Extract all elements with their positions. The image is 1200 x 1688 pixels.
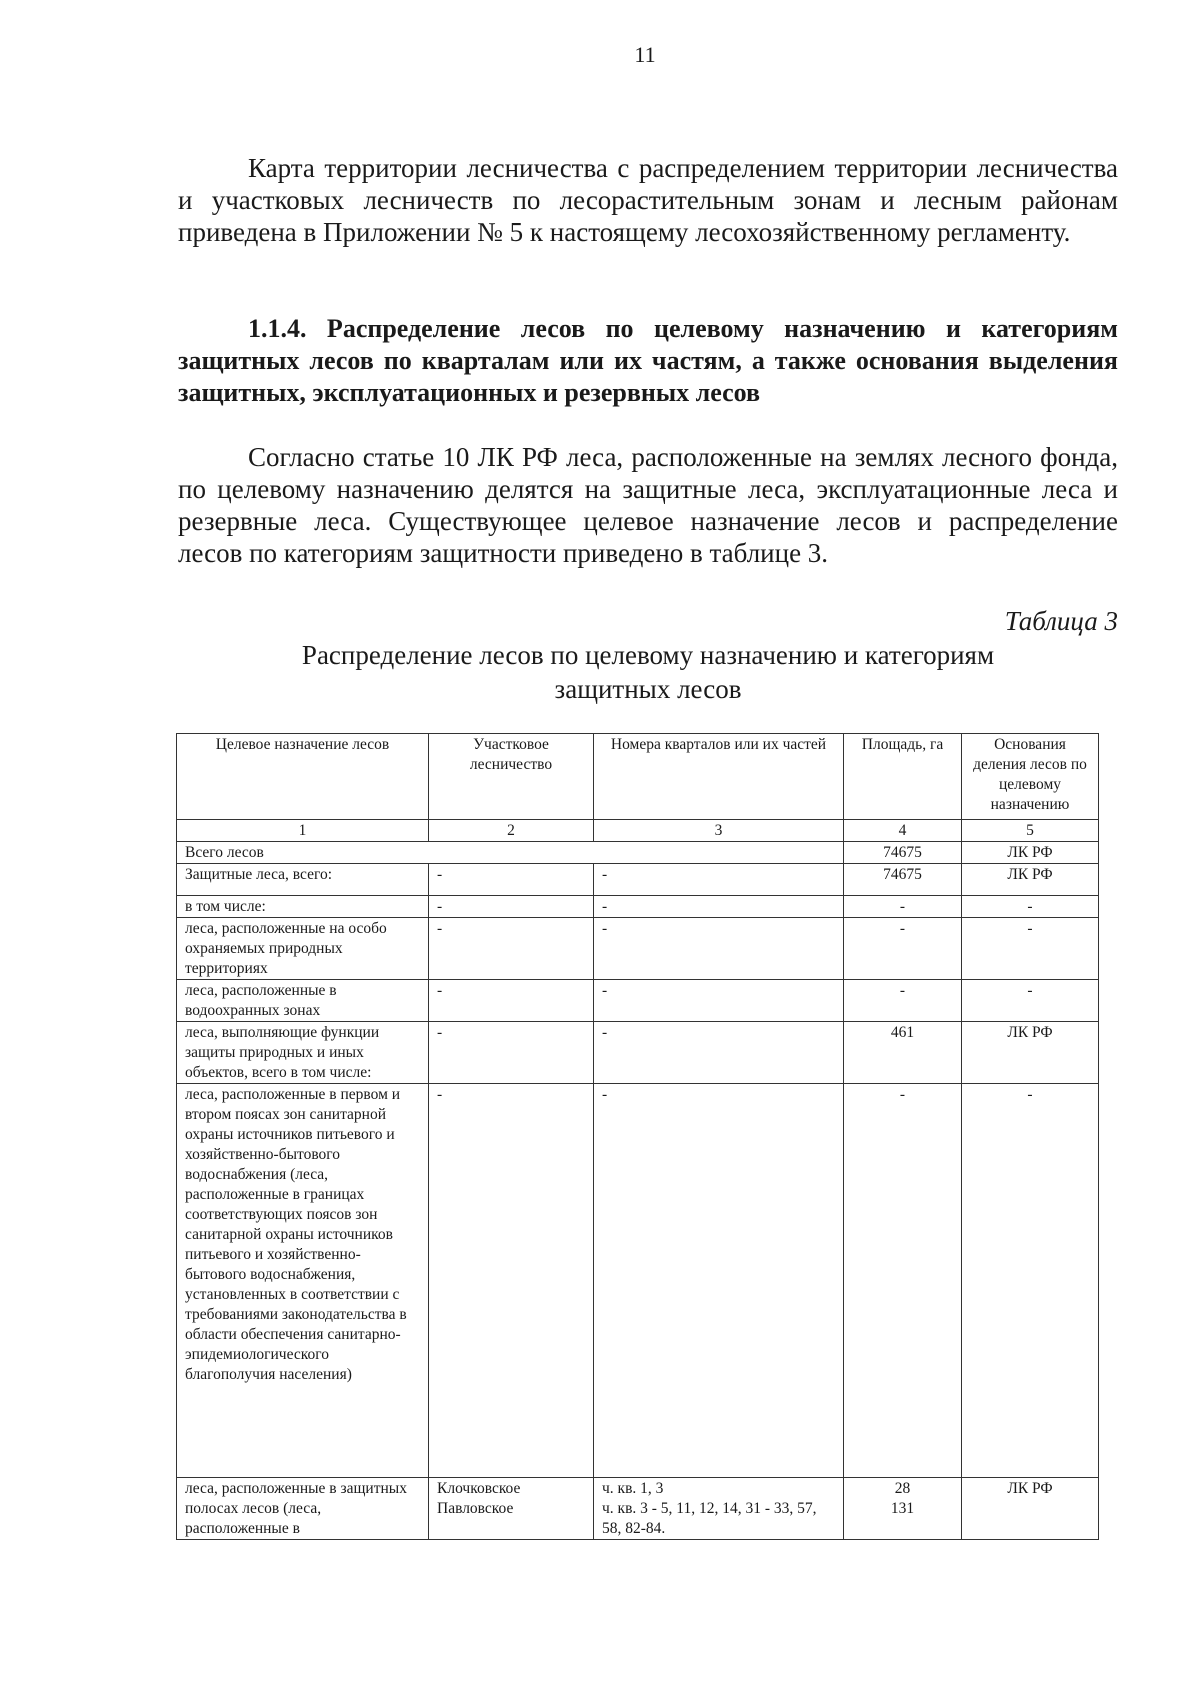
row-purpose: леса, расположенные в водоохранных зонах — [177, 980, 429, 1022]
row-basis: ЛК РФ — [962, 864, 1099, 896]
row-basis: - — [962, 980, 1099, 1022]
row-forestry: - — [429, 864, 594, 896]
row-area — [844, 1478, 962, 1540]
table-row — [177, 1022, 1099, 1084]
quarters-pavlovskoe: ч. кв. 3 - 5, 11, 12, 14, 31 - 33, 57, 58, 82-84. — [602, 1500, 817, 1537]
row-area: - — [844, 980, 962, 1022]
column-number: 4 — [844, 820, 962, 842]
row-area: 461 — [844, 1022, 962, 1084]
table-title-line-1: Распределение лесов по целевому назначению и категориям — [301, 640, 995, 670]
row-purpose: леса, расположенные в защитных полосах лесов (леса, расположенные в — [177, 1478, 429, 1540]
column-number: 1 — [177, 820, 429, 842]
row-basis: - — [962, 896, 1099, 918]
page-number: 11 — [634, 42, 656, 67]
body-paragraph: Согласно статье 10 ЛК РФ леса, расположенные на землях лесного фонда, по целевому назначению делятся на защитные леса, эксплуатационные леса и резервные леса. Существующее целевое назначение лесов и распределение лесов по категориям защитности приведено в таблице 3. — [178, 442, 1118, 568]
row-quarters: - — [594, 980, 844, 1022]
row-purpose: леса, выполняющие функции защиты природных и иных объектов, всего в том числе: — [177, 1022, 429, 1084]
column-number-row — [177, 820, 1099, 842]
row-forestry: - — [429, 1084, 594, 1478]
forestry-pavlovskoe: Павловское — [437, 1500, 514, 1517]
row-basis: ЛК РФ — [962, 1478, 1099, 1540]
table-row — [177, 980, 1099, 1022]
row-forestry — [429, 1478, 594, 1540]
row-area: - — [844, 896, 962, 918]
row-basis: ЛК РФ — [962, 1022, 1099, 1084]
column-number: 2 — [429, 820, 594, 842]
row-forestry: - — [429, 1022, 594, 1084]
total-area: 74675 — [844, 842, 962, 864]
table-row — [177, 864, 1099, 896]
header-forestry: Участковое лесничество — [429, 734, 594, 820]
quarters-klochkovskoe: ч. кв. 1, 3 — [602, 1480, 664, 1497]
header-quarters: Номера кварталов или их частей — [594, 734, 844, 820]
row-basis: - — [962, 918, 1099, 980]
header-basis: Основания деления лесов по целевому назначению — [962, 734, 1099, 820]
row-basis: - — [962, 1084, 1099, 1478]
area-klochkovskoe: 28 — [894, 1480, 911, 1497]
header-purpose: Целевое назначение лесов — [177, 734, 429, 820]
forestry-klochkovskoe: Клочковское — [437, 1480, 521, 1497]
section-heading: 1.1.4. Распределение лесов по целевому назначению и категориям защитных лесов по кварталам или их частям, а также основания выделения защитных, эксплуатационных и резервных лесов — [178, 314, 1118, 407]
row-forestry: - — [429, 980, 594, 1022]
total-label: Всего лесов — [177, 842, 844, 864]
row-quarters: - — [594, 918, 844, 980]
total-basis: ЛК РФ — [962, 842, 1099, 864]
column-number: 3 — [594, 820, 844, 842]
row-quarters: - — [594, 1084, 844, 1478]
row-purpose: в том числе: — [177, 896, 429, 918]
forest-distribution-table — [176, 733, 1099, 1540]
row-area: - — [844, 918, 962, 980]
table-row — [177, 918, 1099, 980]
table-title-line-2: защитных лесов — [554, 674, 742, 704]
row-quarters: - — [594, 864, 844, 896]
table-row — [177, 1084, 1099, 1478]
row-quarters: - — [594, 896, 844, 918]
total-row — [177, 842, 1099, 864]
row-purpose: леса, расположенные на особо охраняемых природных территориях — [177, 918, 429, 980]
area-pavlovskoe: 131 — [890, 1500, 915, 1517]
row-quarters: - — [594, 1022, 844, 1084]
table-row-last — [177, 1478, 1099, 1540]
row-forestry: - — [429, 896, 594, 918]
row-quarters — [594, 1478, 844, 1540]
intro-paragraph: Карта территории лесничества с распределением территории лесничества и участковых лесничеств по лесорастительным зонам и лесным районам приведена в Приложении № 5 к настоящему лесохозяйственному регламенту. — [178, 153, 1118, 247]
table-row — [177, 896, 1099, 918]
row-forestry: - — [429, 918, 594, 980]
row-area: - — [844, 1084, 962, 1478]
table-header-row — [177, 734, 1099, 820]
row-purpose: леса, расположенные в первом и втором поясах зон санитарной охраны источников питьевого и хозяйственно-бытового водоснабжения (леса, расположенные в границах соответствующих поясов зон санитарной охраны источников питьевого и хозяйственно-бытового водоснабжения, установленных в соответствии с требованиями законодательства в области обеспечения санитарно-эпидемиологического благополучия населения) — [177, 1084, 429, 1478]
table-label: Таблица 3 — [1004, 606, 1118, 636]
table-title — [178, 638, 1118, 706]
header-area: Площадь, га — [844, 734, 962, 820]
row-area: 74675 — [844, 864, 962, 896]
row-purpose: Защитные леса, всего: — [177, 864, 429, 896]
column-number: 5 — [962, 820, 1099, 842]
